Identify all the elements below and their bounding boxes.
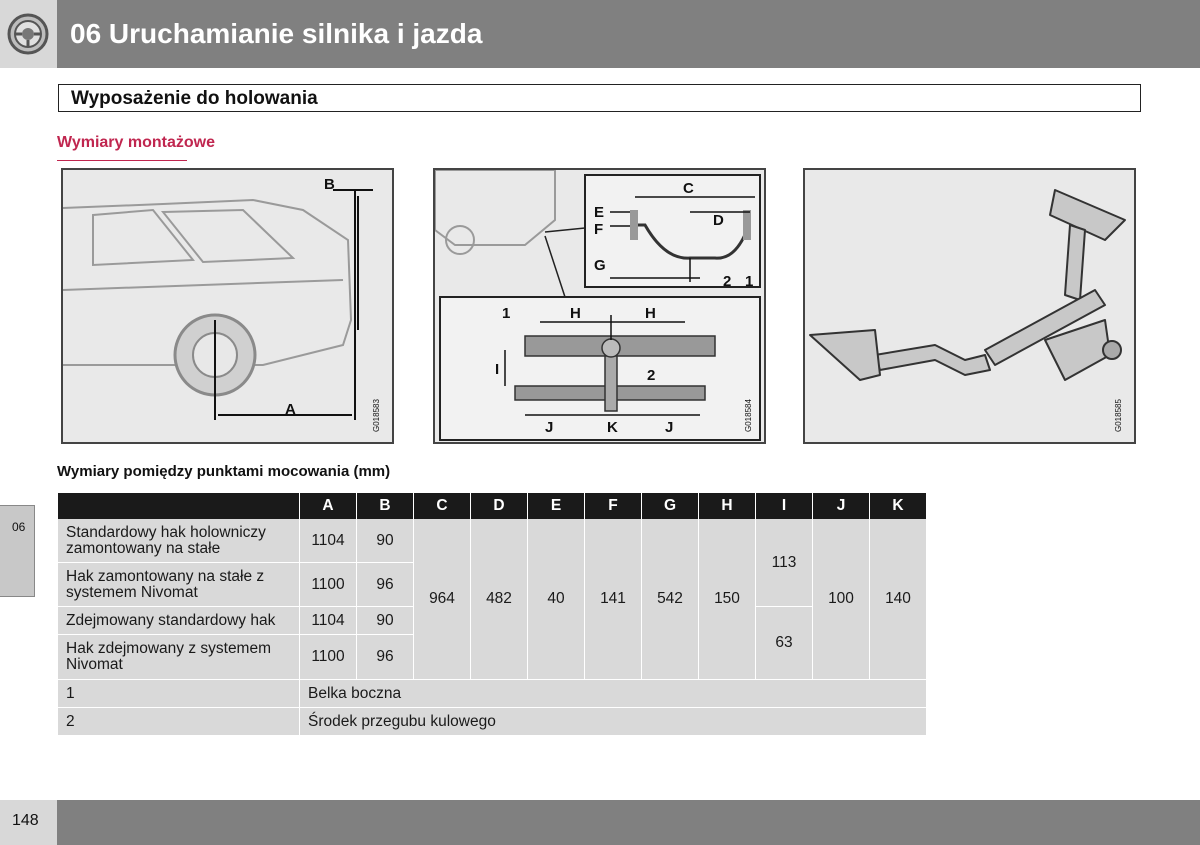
subheading: Wymiary montażowe — [57, 134, 215, 151]
footer-bar — [0, 800, 1200, 845]
cell-a: 1100 — [300, 635, 357, 680]
steering-wheel-icon — [6, 12, 50, 56]
cell-d: 482 — [471, 519, 528, 680]
cell-b: 90 — [357, 519, 414, 563]
label-i: I — [495, 361, 500, 378]
label-j-left: J — [545, 419, 554, 436]
cell-k: 140 — [870, 519, 927, 680]
cell-i-removable: 63 — [756, 607, 813, 680]
dimensions-table — [58, 493, 927, 736]
label-c: C — [683, 180, 694, 197]
column-header: I — [756, 493, 813, 519]
cell-a: 1104 — [300, 607, 357, 635]
label-2-top: 2 — [723, 273, 732, 290]
column-header: H — [699, 493, 756, 519]
label-h-left: H — [570, 305, 581, 322]
cell-b: 90 — [357, 607, 414, 635]
label-h-right: H — [645, 305, 656, 322]
chapter-title: 06 Uruchamianie silnika i jazda — [70, 18, 483, 49]
row-label: Zdejmowany standardowy hak — [58, 607, 300, 635]
legend-text: Belka boczna — [300, 680, 927, 708]
chapter-side-tab-label: 06 — [12, 520, 26, 534]
subheading-rule — [57, 160, 187, 161]
label-2-bottom: 2 — [647, 367, 656, 384]
figure-side-view — [61, 168, 394, 444]
cell-h: 150 — [699, 519, 756, 680]
figure-code: G018583 — [372, 399, 381, 432]
cell-j: 100 — [813, 519, 870, 680]
legend-row — [58, 680, 927, 708]
table-row — [58, 519, 927, 563]
legend-number: 2 — [58, 708, 300, 736]
label-g: G — [594, 257, 606, 274]
label-1-top: 1 — [745, 273, 754, 290]
label-a: A — [285, 401, 296, 418]
section-title: Wyposażenie do holowania — [71, 88, 318, 109]
chapter-side-tab — [0, 505, 35, 597]
page-number: 148 — [12, 812, 39, 829]
table-header-blank — [58, 493, 300, 519]
figure-code: G018584 — [744, 399, 753, 432]
cell-f: 141 — [585, 519, 642, 680]
column-header: E — [528, 493, 585, 519]
figure-detail-view — [433, 168, 766, 444]
section-title-box — [58, 84, 1141, 112]
column-header: C — [414, 493, 471, 519]
cell-a: 1104 — [300, 519, 357, 563]
column-header: A — [300, 493, 357, 519]
row-label: Hak zamontowany na stałe z systemem Nivomat — [58, 563, 300, 607]
legend-row — [58, 708, 927, 736]
row-label: Standardowy hak holowniczy zamontowany na stałe — [58, 519, 300, 563]
cell-i-fixed: 113 — [756, 519, 813, 607]
column-header: F — [585, 493, 642, 519]
label-e: E — [594, 204, 605, 221]
label-f: F — [594, 221, 604, 238]
volvo-logo — [0, 0, 57, 68]
cell-c: 964 — [414, 519, 471, 680]
column-header: D — [471, 493, 528, 519]
legend-text: Środek przegubu kulowego — [300, 708, 927, 736]
cell-a: 1100 — [300, 563, 357, 607]
column-header: K — [870, 493, 927, 519]
column-header: J — [813, 493, 870, 519]
label-k: K — [607, 419, 618, 436]
label-b: B — [324, 176, 335, 193]
label-d: D — [713, 212, 724, 229]
table-caption: Wymiary pomiędzy punktami mocowania (mm) — [57, 463, 391, 480]
column-header: B — [357, 493, 414, 519]
table-header-row — [58, 493, 927, 519]
label-j-right: J — [665, 419, 674, 436]
cell-g: 542 — [642, 519, 699, 680]
column-header: G — [642, 493, 699, 519]
cell-b: 96 — [357, 563, 414, 607]
cell-b: 96 — [357, 635, 414, 680]
label-1-bottom: 1 — [502, 305, 511, 322]
row-label: Hak zdejmowany z systemem Nivomat — [58, 635, 300, 680]
figure-towbar-view — [803, 168, 1136, 444]
figure-code: G018585 — [1114, 399, 1123, 432]
legend-number: 1 — [58, 680, 300, 708]
cell-e: 40 — [528, 519, 585, 680]
